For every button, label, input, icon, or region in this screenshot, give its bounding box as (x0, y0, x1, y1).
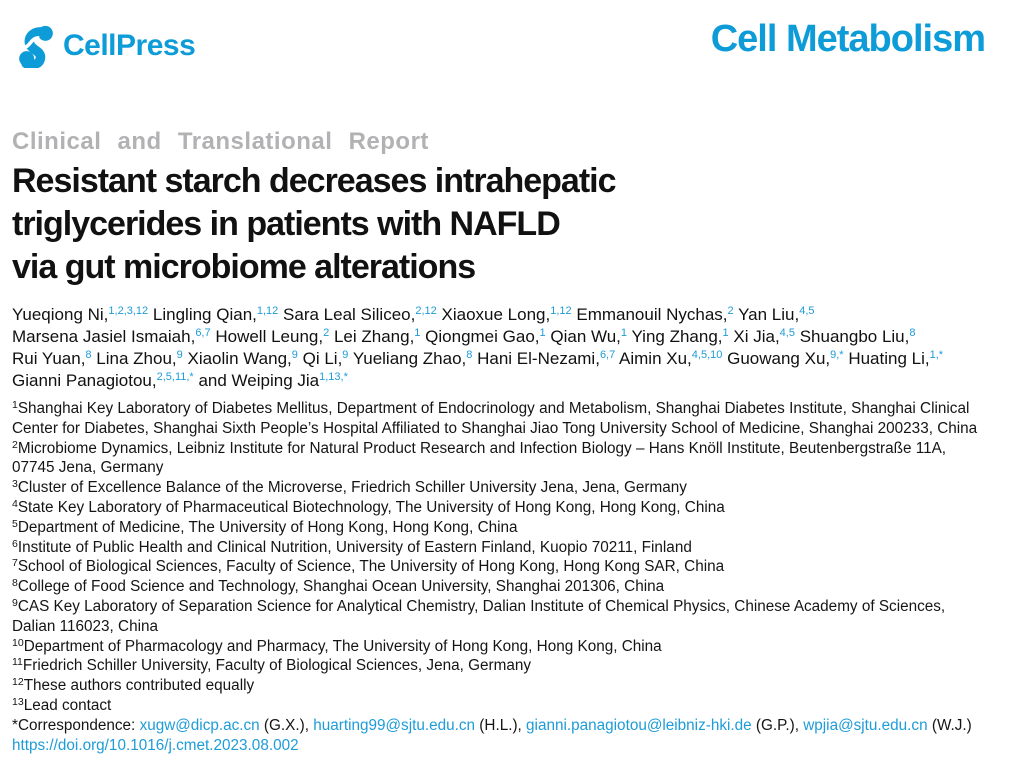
author (334, 327, 420, 346)
journal-title: Cell Metabolism (710, 18, 985, 60)
affiliation-text: Lead contact (23, 696, 112, 714)
author-affiliation-superscript: 9 (342, 349, 349, 361)
author (215, 327, 329, 346)
affiliation (12, 696, 985, 716)
correspondence-email-link[interactable]: xugw@dicp.ac.cn (139, 716, 260, 734)
author-name: Huating Li, (848, 349, 930, 368)
correspondence-text: (H.L.), (475, 716, 527, 734)
author-name: Xiaoxue Long, (441, 305, 551, 324)
affiliation-number: 6 (12, 537, 18, 550)
author-affiliation-superscript: 2,12 (415, 305, 437, 317)
affiliation (12, 439, 985, 479)
author (283, 305, 437, 324)
author-name: Lina Zhou, (96, 349, 177, 368)
author-affiliation-superscript: 1,13,* (319, 371, 348, 383)
correspondence-email-link[interactable]: gianni.panagiotou@leibniz-hki.de (526, 716, 752, 734)
author (425, 327, 545, 346)
author-affiliation-superscript: 1,12 (550, 305, 572, 317)
author-affiliation-superscript: 2 (323, 327, 330, 339)
affiliation-text: Department of Pharmacology and Pharmacy, The University of Hong Kong, Hong Kong, China (23, 637, 662, 655)
author (733, 327, 795, 346)
affiliation-number: 1 (12, 399, 18, 411)
affiliation-text: CAS Key Laboratory of Separation Science for Analytical Chemistry, Dalian Institute of Chemical Physics, Chinese Academy of Sciences, Dalian 116023, China (12, 597, 946, 635)
publisher-name: CellPress (63, 29, 196, 62)
author-name: and Weiping Jia (198, 371, 320, 390)
affiliation (12, 498, 985, 518)
section-label: Clinical and Translational Report (12, 128, 429, 155)
author (153, 305, 278, 324)
author-affiliation-superscript: 4,5 (779, 327, 795, 339)
correspondence-email-link[interactable]: wpjia@sjtu.edu.cn (803, 716, 928, 734)
author-name: Rui Yuan, (12, 349, 86, 368)
affiliation (12, 538, 985, 558)
affiliation (12, 676, 985, 696)
author-affiliation-superscript: 8 (909, 327, 916, 339)
cellpress-logo (14, 24, 195, 68)
author-affiliation-superscript: 1 (539, 327, 546, 339)
author (477, 349, 615, 368)
affiliation-text: Institute of Public Health and Clinical Nutrition, University of Eastern Finland, Kuopio 70211, Finland (17, 538, 692, 556)
author-affiliation-superscript: 1,* (929, 349, 944, 361)
affiliation (12, 577, 985, 597)
author-affiliation-superscript: 9 (176, 349, 183, 361)
article-title-line: triglycerides in patients with NAFLD (12, 205, 560, 243)
author-affiliation-superscript: 6,7 (599, 349, 616, 361)
author (619, 349, 722, 368)
author (12, 327, 211, 346)
affiliation-number: 11 (12, 656, 23, 669)
author-affiliation-superscript: 4,5,10 (691, 349, 723, 361)
correspondence-text: (W.J.) (927, 716, 972, 734)
doi-link[interactable]: https://doi.org/10.1016/j.cmet.2023.08.002 (12, 736, 299, 754)
affiliation-text: State Key Laboratory of Pharmaceutical Biotechnology, The University of Hong Kong, Hong Kong, China (17, 498, 725, 516)
author-affiliation-superscript: 9 (291, 349, 298, 361)
cellpress-swirl-icon (14, 24, 58, 68)
author-name: Lei Zhang, (333, 327, 415, 346)
author-name: Qi Li, (302, 349, 343, 368)
author-name: Yueliang Zhao, (352, 349, 467, 368)
correspondence-line (12, 716, 985, 736)
affiliation-number: 7 (12, 557, 18, 570)
author-name: Hani El-Nezami, (477, 349, 600, 368)
author (848, 349, 943, 368)
affiliation-text: Friedrich Schiller University, Faculty of Biological Sciences, Jena, Germany (22, 657, 532, 675)
author-name: Marsena Jasiel Ismaiah, (12, 327, 196, 346)
affiliation (12, 518, 985, 538)
affiliation-number: 13 (12, 695, 24, 708)
author-affiliation-superscript: 8 (466, 349, 473, 361)
author (353, 349, 473, 368)
affiliation-text: Department of Medicine, The University of Hong Kong, Hong Kong, China (17, 518, 518, 536)
author-name: Yan Liu, (738, 305, 800, 324)
author-affiliation-superscript: 4,5 (799, 305, 815, 317)
affiliation (12, 399, 985, 439)
article-title (12, 160, 985, 289)
correspondence-text: (G.P.), (751, 716, 804, 734)
author (442, 305, 572, 324)
author (96, 349, 182, 368)
affiliation (12, 597, 985, 637)
author-name: Gianni Panagiotou, (12, 371, 157, 390)
author (800, 327, 916, 346)
affiliation-number: 12 (12, 676, 24, 689)
author (187, 349, 297, 368)
author-name: Aimin Xu, (619, 349, 692, 368)
affiliation-text: Shanghai Key Laboratory of Diabetes Mellitus, Department of Endocrinology and Metabolism, Shanghai Diabetes Institute, Shanghai Clinical Center for Diabetes, Shanghai Sixth People’s Hospital Affiliated to Shanghai Jiao Tong University School of Medicine, Shanghai 200233, China (12, 400, 978, 437)
author (12, 305, 148, 324)
author-affiliation-superscript: 1 (722, 327, 729, 339)
author-affiliation-superscript: 1 (620, 327, 628, 339)
author-affiliation-superscript: 2 (727, 305, 734, 317)
author-name: Qiongmei Gao, (425, 327, 540, 346)
article-front-matter (12, 128, 985, 755)
affiliation-number: 4 (12, 497, 18, 510)
author-name: Xi Jia, (733, 327, 780, 346)
author-affiliation-superscript: 9,* (830, 349, 844, 361)
affiliation-list (12, 399, 985, 716)
affiliation-text: College of Food Science and Technology, Shanghai Ocean University, Shanghai 201306, China (17, 578, 665, 596)
affiliation-text: Microbiome Dynamics, Leibniz Institute for Natural Product Research and Infection Biology – Hans Knöll Institute, Beutenbergstraße 11A, 07745 Jena, Germany (12, 439, 947, 477)
author-affiliation-superscript: 1,2,3,12 (108, 305, 149, 317)
author-list (12, 304, 985, 392)
author-affiliation-superscript: 8 (85, 349, 92, 361)
author-name: Howell Leung, (215, 327, 324, 346)
affiliation-text: These authors contributed equally (23, 677, 255, 695)
affiliation (12, 557, 985, 577)
affiliation-number: 2 (12, 438, 18, 451)
affiliation-number: 9 (12, 596, 18, 609)
author-affiliation-superscript: 1 (414, 327, 421, 339)
affiliation-number: 5 (12, 517, 18, 530)
affiliation-text: School of Biological Sciences, Faculty of Science, The University of Hong Kong, Hong Kong SAR, China (17, 558, 725, 576)
author-name: Emmanouil Nychas, (576, 305, 728, 324)
doi-line (12, 736, 985, 756)
affiliation-number: 3 (12, 478, 18, 491)
affiliation-number: 10 (12, 636, 24, 649)
author-name: Ying Zhang, (631, 327, 723, 346)
author (198, 371, 347, 390)
author-name: Guowang Xu, (727, 349, 831, 368)
author-name: Lingling Qian, (152, 305, 257, 324)
author-affiliation-superscript: 2,5,11,* (156, 371, 194, 383)
affiliation-text: Cluster of Excellence Balance of the Microverse, Friedrich Schiller University Jena, Jena, Germany (17, 479, 687, 497)
author-name: Qian Wu, (550, 327, 621, 346)
affiliation (12, 656, 985, 676)
author (12, 371, 194, 390)
affiliation (12, 637, 985, 657)
article-title-line: via gut microbiome alterations (12, 248, 476, 286)
author (738, 305, 814, 324)
author-affiliation-superscript: 6,7 (195, 327, 211, 339)
correspondence-text: *Correspondence: (12, 716, 140, 734)
author (12, 349, 92, 368)
author-name: Sara Leal Siliceo, (283, 305, 416, 324)
affiliation-number: 8 (12, 577, 18, 590)
author-name: Shuangbo Liu, (799, 327, 910, 346)
author-affiliation-superscript: 1,12 (256, 305, 279, 317)
author (576, 305, 733, 324)
author (303, 349, 349, 368)
author-name: Xiaolin Wang, (187, 349, 292, 368)
correspondence-email-link[interactable]: huarting99@sjtu.edu.cn (313, 716, 476, 734)
correspondence-text: (G.X.), (259, 716, 314, 734)
article-title-line: Resistant starch decreases intrahepatic (12, 162, 616, 200)
author (550, 327, 627, 346)
author (631, 327, 728, 346)
affiliation (12, 478, 985, 498)
author-name: Yueqiong Ni, (12, 305, 109, 324)
author (727, 349, 843, 368)
